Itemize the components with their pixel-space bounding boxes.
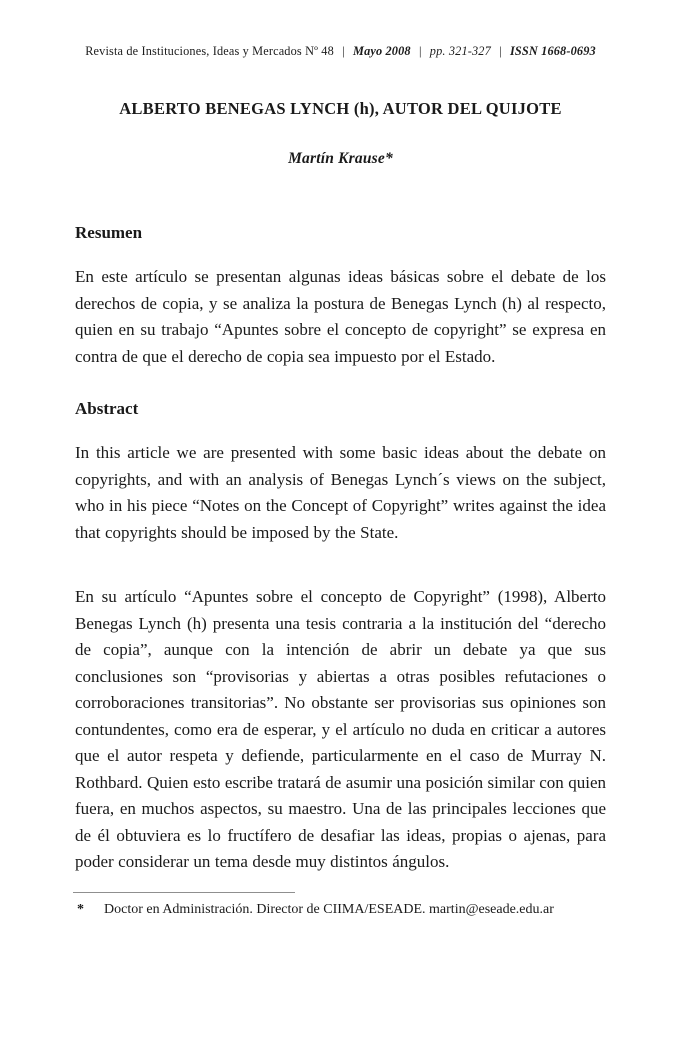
footnote-area <box>73 892 606 918</box>
footnote <box>73 902 606 918</box>
page-range: pp. 321-327 <box>429 44 491 58</box>
issn-number: ISSN 1668-0693 <box>509 44 596 58</box>
resumen-text: En este artículo se presentan algunas ideas básicas sobre el debate de los derechos de copia, y se analiza la postura de Benegas Lynch (h) al respecto, quien en su trabajo “Apuntes sobre el concepto de copyright” se expresa en contra de que el derecho de copia sea impuesto por el Estado. <box>75 267 606 366</box>
abstract-heading: Abstract <box>75 399 139 418</box>
header-separator: | <box>418 44 422 58</box>
body-paragraph: En su artículo “Apuntes sobre el concepto de Copyright” (1998), Alberto Benegas Lynch (h) presenta una tesis contraria a la institución del “derecho de copia”, aunque con la intención de abrir un debate ya que sus conclusiones son “provisorias y abiertas a otras posibles refutaciones o corroboraciones transitorias”. No obstante ser provisorias sus opiniones son contundentes, como era de esperar, y el artículo no duda en criticar a autores que el autor respeta y defiende, particularmente en el caso de Murray N. Rothbard. Quien esto escribe tratará de asumir una posición similar con quien fuera, en muchos aspectos, su maestro. Una de las principales lecciones que de él obtuviera es lo fructífero de desafiar las ideas, propias o ajenas, para poder considerar un tema desde muy distintos ángulos. <box>75 587 606 871</box>
journal-name: Revista de Instituciones, Ideas y Mercados Nº 48 <box>85 44 334 58</box>
header-separator: | <box>342 44 345 58</box>
resumen-heading: Resumen <box>75 223 143 242</box>
author-byline: Martín Krause* <box>288 150 393 167</box>
article-title: ALBERTO BENEGAS LYNCH (h), AUTOR DEL QUIJOTE <box>119 99 562 118</box>
journal-header <box>75 0 606 59</box>
footnote-text: Doctor en Administración. Director de CIIMA/ESEADE. martin@eseade.edu.ar <box>104 902 554 917</box>
header-separator: | <box>499 44 502 58</box>
issue-date: Mayo 2008 <box>352 44 411 58</box>
footnote-rule <box>73 892 295 893</box>
footnote-marker: * <box>77 902 84 917</box>
abstract-text: In this article we are presented with some basic ideas about the debate on copyrights, and with an analysis of Benegas Lynch´s views on the subject, who in his piece “Notes on the Concept of Copyright” writes against the idea that copyrights should be imposed by the State. <box>75 443 606 542</box>
